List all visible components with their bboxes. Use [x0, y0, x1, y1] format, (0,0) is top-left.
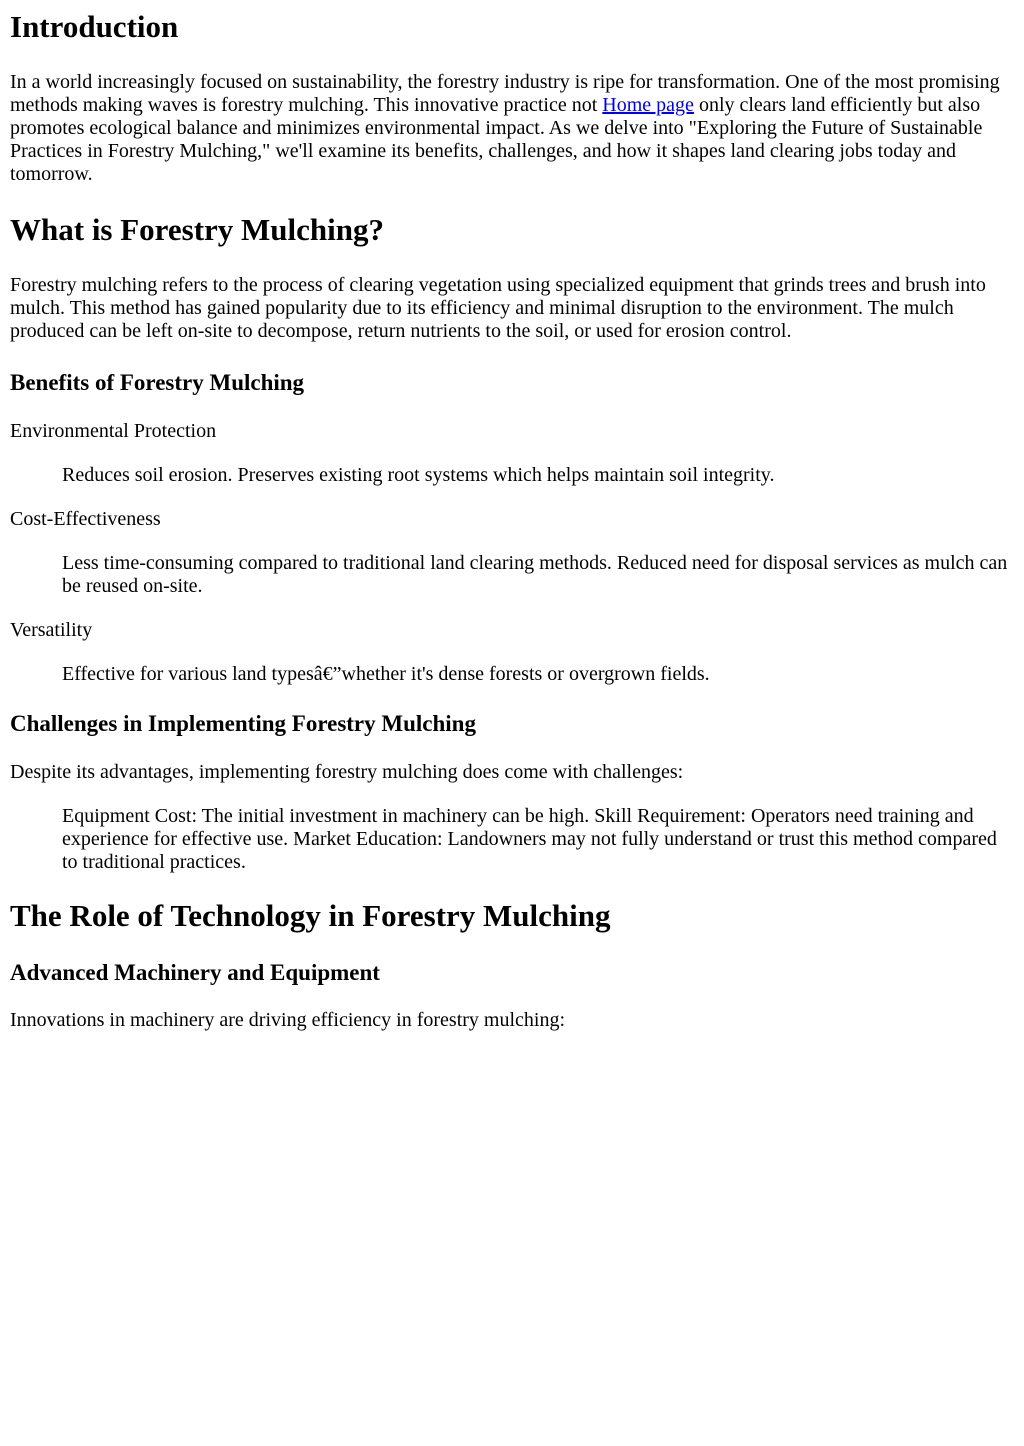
- benefit-text-versatility: Effective for various land typesâ€”whether it's dense forests or overgrown fields.: [62, 663, 710, 685]
- introduction-text-start: In a world increasingly focused on sustainability, the forestry industry is ripe for transformation. One of the most promising methods making waves is forestry mulching. This innovative practice not: [10, 71, 1000, 116]
- benefit-label-environmental-protection: Environmental Protection: [10, 420, 217, 442]
- introduction-paragraph: [10, 71, 1014, 186]
- advanced-machinery-heading: Advanced Machinery and Equipment: [10, 960, 380, 985]
- home-page-link[interactable]: Home page: [602, 94, 694, 116]
- benefit-text-cost-effectiveness: Less time-consuming compared to traditional land clearing methods. Reduced need for disposal services as mulch can be reused on-site.: [62, 552, 1008, 597]
- technology-role-heading: The Role of Technology in Forestry Mulching: [10, 898, 611, 933]
- what-is-forestry-mulching-paragraph: Forestry mulching refers to the process of clearing vegetation using specialized equipment that grinds trees and brush into mulch. This method has gained popularity due to its efficiency and minimal disruption to the environment. The mulch produced can be left on-site to decompose, return nutrients to the soil, or used for erosion control.: [10, 274, 986, 342]
- benefit-label-cost-effectiveness: Cost-Effectiveness: [10, 508, 161, 530]
- benefit-text-environmental-protection: Reduces soil erosion. Preserves existing root systems which helps maintain soil integrity.: [62, 464, 775, 486]
- challenges-intro-paragraph: Despite its advantages, implementing forestry mulching does come with challenges:: [10, 761, 684, 783]
- introduction-heading: Introduction: [10, 9, 179, 44]
- what-is-forestry-mulching-heading: What is Forestry Mulching?: [10, 212, 384, 247]
- challenges-list-text: Equipment Cost: The initial investment in machinery can be high. Skill Requirement: Operators need training and experience for effective use. Market Education: Landowners may not fully understand or trust this method compared to traditional practices.: [62, 805, 997, 873]
- introduction-text-end: only clears land efficiently but also promotes ecological balance and minimizes environmental impact. As we delve into "Exploring the Future of Sustainable Practices in Forestry Mulching," we'll examine its benefits, challenges, and how it shapes land clearing jobs today and tomorrow.: [10, 94, 983, 185]
- benefit-label-versatility: Versatility: [10, 619, 93, 641]
- challenges-heading: Challenges in Implementing Forestry Mulching: [10, 711, 476, 736]
- machinery-intro-paragraph: Innovations in machinery are driving efficiency in forestry mulching:: [10, 1009, 566, 1031]
- benefits-heading: Benefits of Forestry Mulching: [10, 370, 305, 395]
